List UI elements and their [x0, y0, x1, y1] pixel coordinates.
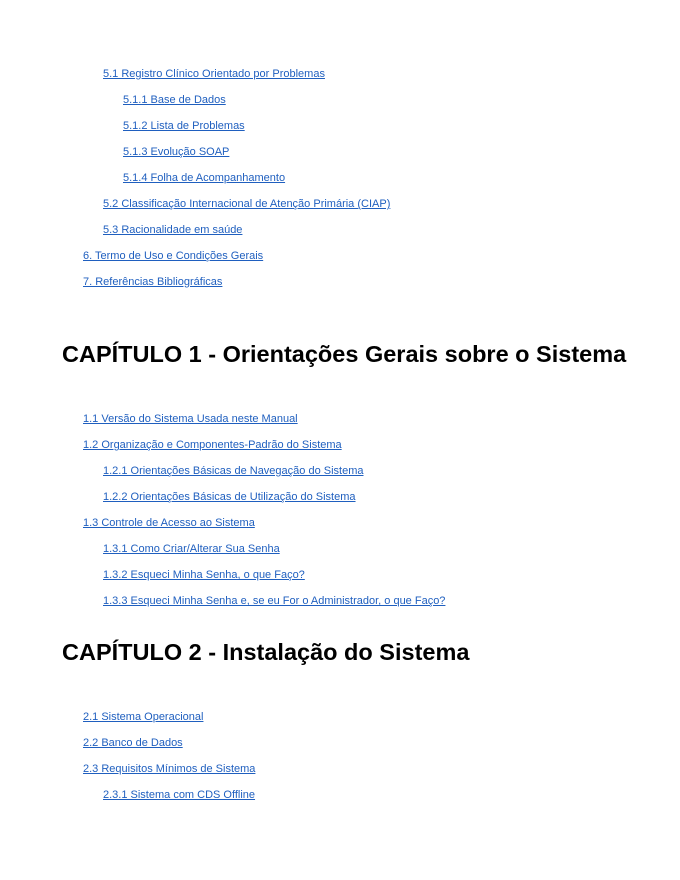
toc-link-5-1[interactable]: 5.1 Registro Clínico Orientado por Problemas	[103, 68, 325, 80]
toc-link-2-1[interactable]: 2.1 Sistema Operacional	[83, 711, 204, 723]
toc-link-5-1-1[interactable]: 5.1.1 Base de Dados	[123, 94, 226, 106]
toc-link-1-2-1[interactable]: 1.2.1 Orientações Básicas de Navegação do Sistema	[103, 465, 364, 477]
toc-link-6[interactable]: 6. Termo de Uso e Condições Gerais	[83, 250, 264, 262]
toc-link-5-1-3[interactable]: 5.1.3 Evolução SOAP	[123, 146, 230, 158]
toc-link-5-3[interactable]: 5.3 Racionalidade em saúde	[103, 224, 243, 236]
chapter-2-heading: CAPÍTULO 2 - Instalação do Sistema	[62, 639, 470, 665]
toc-link-5-1-4[interactable]: 5.1.4 Folha de Acompanhamento	[123, 172, 286, 184]
toc-link-2-3[interactable]: 2.3 Requisitos Mínimos de Sistema	[83, 763, 256, 775]
toc-link-1-3-3[interactable]: 1.3.3 Esqueci Minha Senha e, se eu For o Administrador, o que Faço?	[103, 595, 446, 607]
toc-link-2-3-1[interactable]: 2.3.1 Sistema com CDS Offline	[103, 789, 256, 801]
toc-link-1-2-2[interactable]: 1.2.2 Orientações Básicas de Utilização do Sistema	[103, 491, 356, 503]
toc-link-5-1-2[interactable]: 5.1.2 Lista de Problemas	[123, 120, 245, 132]
toc-link-1-3[interactable]: 1.3 Controle de Acesso ao Sistema	[83, 517, 255, 529]
toc-link-1-3-2[interactable]: 1.3.2 Esqueci Minha Senha, o que Faço?	[103, 569, 305, 581]
toc-link-1-3-1[interactable]: 1.3.1 Como Criar/Alterar Sua Senha	[103, 543, 280, 555]
toc-link-2-2[interactable]: 2.2 Banco de Dados	[83, 737, 183, 749]
toc-link-1-1[interactable]: 1.1 Versão do Sistema Usada neste Manual	[83, 413, 298, 425]
toc-link-1-2[interactable]: 1.2 Organização e Componentes-Padrão do Sistema	[83, 439, 342, 451]
chapter-1-heading: CAPÍTULO 1 - Orientações Gerais sobre o Sistema	[62, 341, 627, 367]
toc-link-5-2[interactable]: 5.2 Classificação Internacional de Atenção Primária (CIAP)	[103, 198, 391, 210]
toc-link-7[interactable]: 7. Referências Bibliográficas	[83, 276, 223, 288]
